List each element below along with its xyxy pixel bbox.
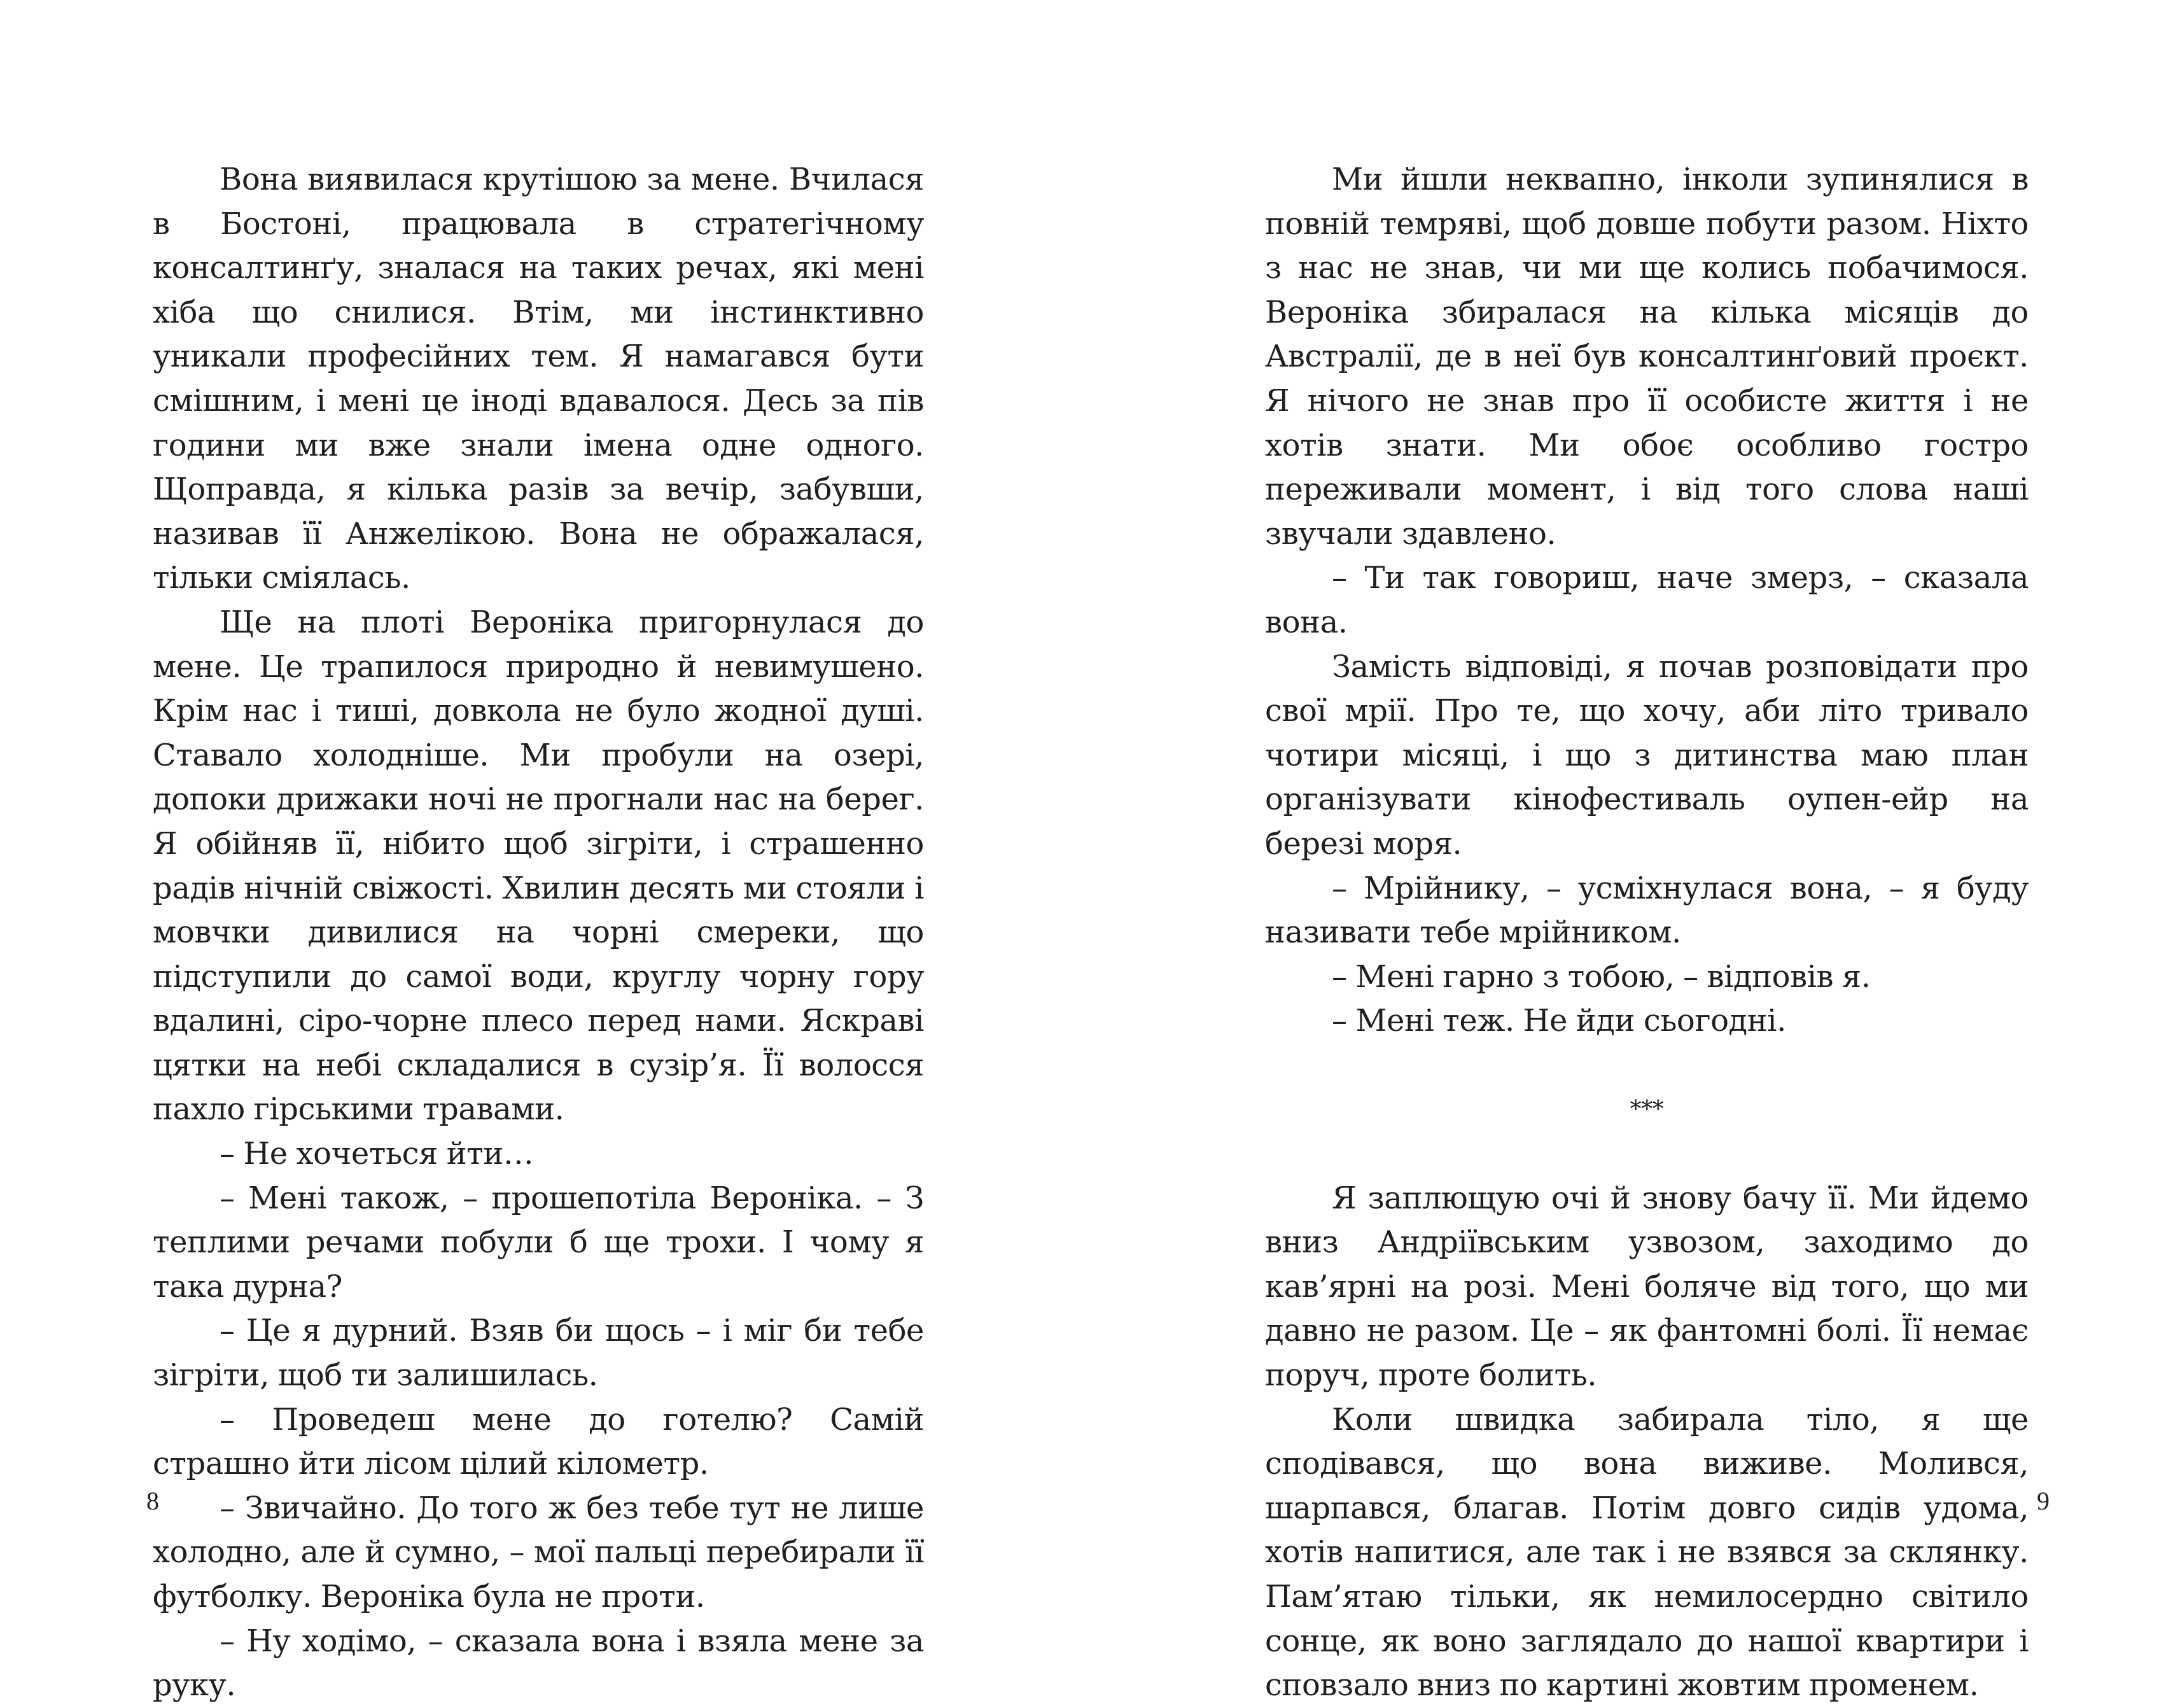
dialogue-line: – Мені гарно з тобою, – відповів я. [1332,958,1871,995]
right-page [1090,0,2180,1704]
dialogue-line: – Мені також, – прошепотіла Вероніка. – З теплими речами побули б ще трохи. І чому я така дурна? [153,1180,924,1305]
paragraph: Замість відповіді, я почав розповідати про свої мрії. Про те, що хочу, аби літо тривало чотири місяці, і що з дитинства маю план організувати кінофестиваль оупен-ейр на березі моря. [1265,648,2029,862]
page-number-right: 9 [2037,1487,2050,1515]
dialogue-line: – Ти так говориш, наче змерз, – сказала вона. [1265,560,2029,640]
dialogue-line: – Не хочеться йти… [220,1136,534,1172]
dialogue-line: – Звичайно. До того ж без тебе тут не лише холодно, але й сумно, – мої пальці перебирали її футболку. Вероніка була не проти. [153,1490,924,1614]
paragraph: Вона виявилася крутішою за мене. Вчилася в Бостоні, працювала в стратегічному консалтинґу, зналася на таких речах, які мені хіба що снилися. Втім, ми інстинктивно уникали професійних тем. Я намагався бути смішним, і мені це іноді вдавалося. Десь за пів години ми вже знали імена одне одного. Щоправда, я кілька разів за вечір, забувши, називав її Анжелікою. Вона не ображалася, тільки сміялась. [153,162,924,596]
dialogue-line: – Ну ходімо, – сказала вона і взяла мене за руку. [153,1623,924,1704]
paragraph: Ми йшли неквапно, інколи зупинялися в повній темряві, щоб довше побути разом. Ніхто з нас не знав, чи ми ще колись побачимося. Вероніка збиралася на кілька місяців до Австралії, де в неї був консалтинґовий проєкт. Я нічого не знав про її особисте життя і не хотів знати. Ми обоє особливо гостро переживали момент, і від того слова наші звучали здавлено. [1265,162,2029,552]
paragraph: Коли швидка забирала тіло, я ще сподівався, що вона виживе. Молився, шарпався, благав. Потім довго сидів удома, хотів напитися, але так і не взявся за склянку. Пам’ятаю тільки, як немилосердно світило сонце, як воно заглядало до нашої квартири і сповзало вниз по картині жовтим променем. [1265,1401,2029,1704]
section-break: *** [1630,1096,1664,1123]
left-page [0,0,1090,1704]
dialogue-line: – Мрійнику, – усміхнулася вона, – я буду називати тебе мрійником. [1265,870,2029,951]
right-page-text [1265,158,2029,1708]
paragraph: Я заплющую очі й знову бачу її. Ми йдемо вниз Андріївським узвозом, заходимо до кав’ярні на розі. Мені боляче від того, що ми давно не разом. Це – як фантомні болі. Її немає поруч, проте болить. [1265,1180,2029,1394]
page-number-left: 8 [146,1487,159,1515]
paragraph: Ще на плоті Вероніка пригорнулася до мене. Це трапилося природно й невимушено. Крім нас і тиші, довкола не було жодної душі. Ставало холодніше. Ми пробули на озері, допоки дрижаки ночі не прогнали нас на берег. Я обійняв її, нібито щоб зігріти, і страшенно радів нічній свіжості. Хвилин десять ми стояли і мовчки дивилися на чорні смереки, що підступили до самої води, круглу чорну гору вдалині, сіро-чорне плесо перед нами. Яскраві цятки на небі складалися в сузір’я. Її волосся пахло гірськими травами. [153,604,924,1128]
dialogue-line: – Мені теж. Не йди сьогодні. [1332,1003,1786,1039]
left-page-text [153,158,924,1708]
dialogue-line: – Проведеш мене до готелю? Самій страшно йти лісом цілий кілометр. [153,1401,924,1482]
dialogue-line: – Це я дурний. Взяв би щось – і міг би тебе зігріти, щоб ти залишилась. [153,1313,924,1394]
